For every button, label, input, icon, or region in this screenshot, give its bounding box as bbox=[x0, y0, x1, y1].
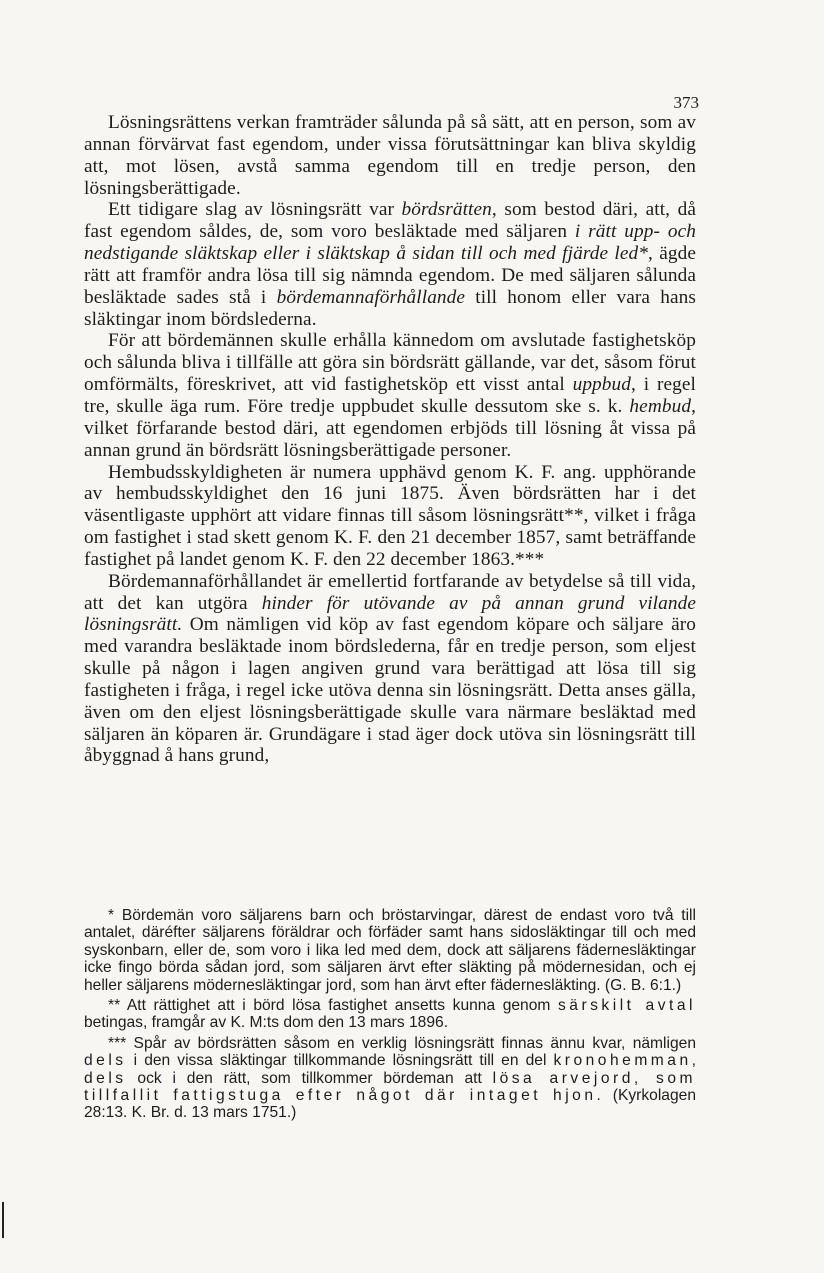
paragraph-4-text: Hembudsskyldigheten är numera upphävd genom K. F. ang. upphörande av hembudsskyldighet den 16 juni 1875. Även bördsrätten har i det väsentligaste upphört att vidare finnas till såsom lösningsrätt**, vilket i fråga om fastighet i stad skett genom K. F. den 21 december 1857, samt beträffande fastighet på landet genom K. F. den 22 december 1863.*** bbox=[84, 461, 696, 570]
term-bordsratten: bördsrätten bbox=[401, 199, 492, 221]
spaced-dels-1: dels bbox=[84, 1052, 127, 1070]
paragraph-2-run-7: till honom eller vara hans släktingar inom bördslederna. bbox=[84, 286, 697, 330]
paragraph-2 bbox=[84, 199, 696, 330]
paragraph-2-run-1: Ett tidigare slag av lösningsrätt var bbox=[108, 199, 402, 221]
paragraph-5 bbox=[84, 571, 696, 768]
footnote-3-run-9: (Kyrkolagen 28:13. K. Br. d. 13 mars 1751.) bbox=[84, 1087, 696, 1122]
term-hembud: hembud bbox=[629, 395, 692, 417]
paragraph-1 bbox=[84, 112, 696, 199]
spaced-dels-2: dels bbox=[84, 1069, 127, 1087]
paragraph-4 bbox=[84, 462, 696, 571]
footnote-2 bbox=[84, 997, 696, 1032]
term-bordemannaforhallande: bördemannaförhållande bbox=[276, 286, 466, 308]
paragraph-3-run-5: , vilket förfarande bestod däri, att egendomen erbjöds till lösning åt vissa på annan grund än bördsrätt lösningsberättigade personer. bbox=[84, 395, 696, 461]
footnotes bbox=[84, 907, 696, 1125]
paragraph-5-run-3: Om nämligen vid köp av fast egendom köpare och säljare äro med varandra besläktade inom bördslederna, får en tredje person, som eljest skulle på någon i lagen angiven grund vara berättigad att lösa till sig fastigheten i fråga, i regel icke utöva denna sin lösningsrätt. Detta anses gälla, även om den eljest lösningsberättigade skulle vara närmare besläktad med säljaren än köparen är. Grundägare i stad äger dock utöva sin lösningsrätt till åbyggnad å hans grund, bbox=[84, 614, 696, 767]
term-uppbud: uppbud bbox=[572, 374, 632, 396]
phrase-kinship: i rätt upp- och nedstigande släktskap eller i släktskap å sidan till och med fjärde led* bbox=[84, 221, 696, 265]
paragraph-2-run-3: , som bestod däri, att, då fast egendom såldes, de, som voro besläktade med säljaren bbox=[84, 199, 696, 243]
paragraph-3-run-1: För att bördemännen skulle erhålla kännedom om avslutade fastighetsköp och sålunda bliva i tillfälle att göra sin bördsrätt gällande, var det, såsom förut omförmälts, föreskrivet, att vid fastighetsköp ett visst antal bbox=[84, 330, 696, 396]
footnote-3 bbox=[84, 1035, 696, 1122]
spaced-special-contract: särskilt avtal bbox=[557, 997, 696, 1015]
footnote-1 bbox=[84, 907, 696, 994]
paragraph-5-run-1: Bördemannaförhållandet är emellertid fortfarande av betydelse så till vida, att det kan utgöra bbox=[84, 570, 696, 614]
footnote-3-run-1: *** Spår av bördsrätten såsom en verklig lösningsrätt finnas ännu kvar, nämligen bbox=[108, 1034, 696, 1052]
footnote-2-run-3: betingas, framgår av K. M:ts dom den 13 mars 1896. bbox=[84, 1014, 449, 1032]
spaced-losa-arvejord: lösa arvejord, som tillfallit fattigstuga efter något där intaget hjon. bbox=[84, 1069, 696, 1105]
margin-mark bbox=[2, 1202, 4, 1238]
footnote-1-text: * Bördemän voro säljarens barn och bröstarvingar, därest de endast voro två till antalet, däréfter säljarens föräldrar och förfäder samt hans sidosläktingar till och med syskonbarn, eller de, som voro i lika led med dem, dock att säljarens fädernesläktingar icke fingo börda sådan jord, som säljaren ärvt efter släkting på mödernesidan, och ej heller säljarens mödernesläktingar jord, som han ärvt efter fädernesläkting. (G. B. 6:1.) bbox=[84, 907, 696, 994]
footnote-3-run-5: , bbox=[691, 1052, 696, 1070]
phrase-hinder: hinder för utövande av på annan grund vilande lösningsrätt. bbox=[84, 592, 696, 636]
body-text bbox=[84, 112, 696, 767]
footnote-3-run-3: i den vissa släktingar tillkommande lösningsrätt till en del bbox=[126, 1052, 554, 1070]
page-number: 373 bbox=[673, 93, 699, 112]
paragraph-3 bbox=[84, 330, 696, 461]
paragraph-1-text: Lösningsrättens verkan framträder sålunda på så sätt, att en person, som av annan förvärvat fast egendom, under vissa förutsättningar kan bliva skyldig att, mot lösen, avstå samma egendom till en tredje person, den lösningsberättigade. bbox=[84, 112, 696, 199]
paragraph-2-run-5: , ägde rätt att framför andra lösa till sig nämnda egendom. De med säljaren sålunda besläktade sades stå i bbox=[84, 243, 696, 308]
footnote-2-run-1: ** Att rättighet att i börd lösa fastighet ansetts kunna genom bbox=[108, 997, 558, 1015]
footnote-3-run-7: ock i den rätt, som tillkommer bördeman att bbox=[126, 1069, 493, 1087]
spaced-kronohemman: kronohemman bbox=[553, 1052, 692, 1070]
paragraph-3-run-3: , i regel tre, skulle äga rum. Före tredje uppbudet skulle dessutom ske s. k. bbox=[84, 374, 696, 417]
